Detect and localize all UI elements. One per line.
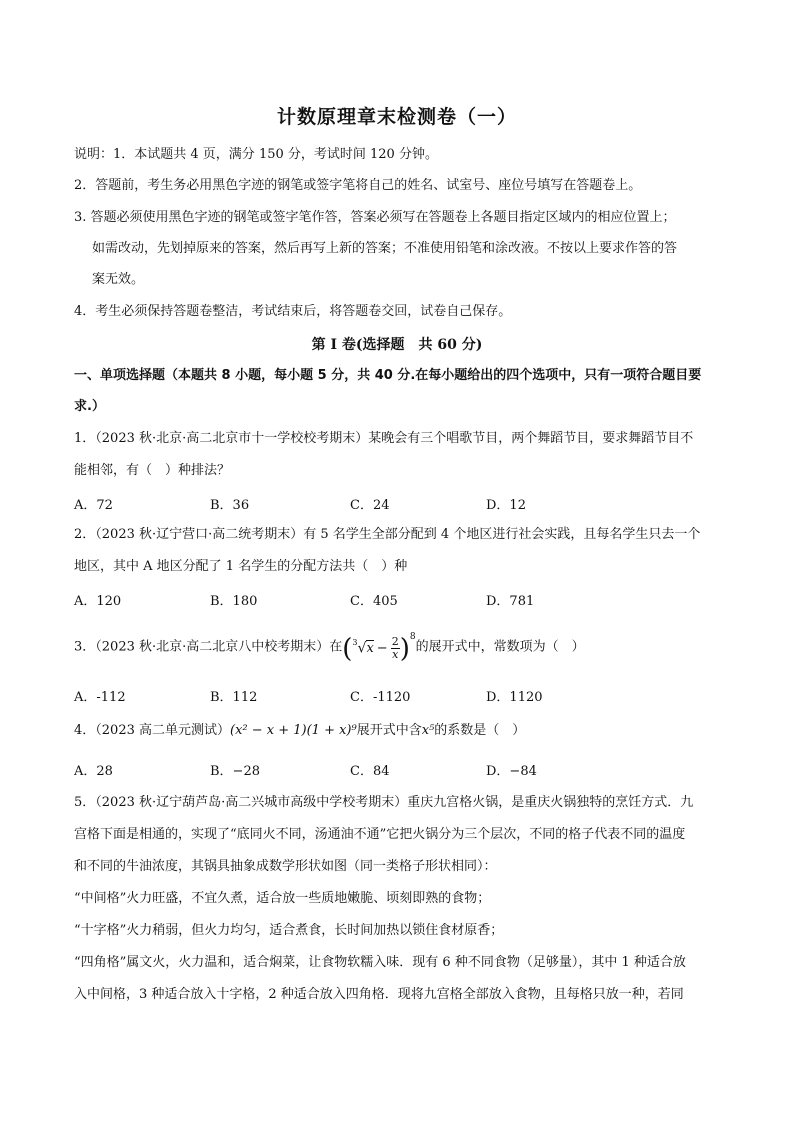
question-5-line-2: 宫格下面是相通的，实现了“底同火不同，汤通油不通”它把火锅分为三个层次，不同的格子代表不同的温度 [74,827,686,842]
question-5-line-6: “四角格”属文火，火力温和，适合焖菜，让食物软糯入味．现有 6 种不同食物（足够量），其中 1 种适合放 [74,955,686,970]
exponent: 8 [409,632,416,642]
question-4-term: x⁵ [421,723,435,738]
note-3-line-3: 案无效。 [92,272,145,287]
option-b[interactable]: B．112 [210,690,258,705]
option-b[interactable]: B．−28 [210,764,260,779]
root-index: 3 [352,638,358,647]
option-d[interactable]: D．−84 [486,764,537,779]
option-a[interactable]: A．28 [74,764,113,779]
question-4-suffix: 的系数是（ ） [434,723,526,738]
option-b[interactable]: B．180 [210,594,258,609]
question-1-line-1: 1．（2023 秋·北京·高二北京市十一学校校考期末）某晚会有三个唱歌节目，两个舞蹈节目，要求舞蹈节目不 [74,431,694,446]
option-c[interactable]: C．24 [350,498,390,513]
question-3-prefix: 3．（2023 秋·北京·高二北京八中校考期末）在 [74,639,343,655]
option-b[interactable]: B．36 [210,498,250,513]
question-3-line-1 [74,630,722,664]
question-4-line-1 [74,722,722,740]
part1-header-line-1: 一、单项选择题（本题共 8 小题，每小题 5 分，共 40 分.在每小题给出的四个选项中，只有一项符合题目要 [74,368,702,383]
question-5-line-3: 和不同的牛油浓度，其锅具抽象成数学形状如图（同一类格子形状相同）： [74,859,497,874]
fraction [391,636,400,661]
option-c[interactable]: C．-1120 [350,690,411,705]
radical-sign: √ [357,640,367,657]
question-4-prefix: 4．（2023 高二单元测试） [74,723,230,738]
question-1-line-2: 能相邻，有（ ）种排法？ [74,463,231,478]
question-5-line-4: “中间格”火力旺盛，不宜久煮，适合放一些质地嫩脆、顷刻即熟的食物； [74,891,491,906]
question-3-suffix: 的展开式中，常数项为（ ） [415,639,585,655]
note-4: 4．考生必须保持答题卷整洁，考试结束后，将答题卷交回，试卷自己保存。 [74,304,512,319]
note-3-line-1: 3. 答题必须使用黑色字迹的钢笔或签字笔作答，答案必须写在答题卷上各题目指定区域内的相应位置上； [74,210,676,225]
option-d[interactable]: D．12 [486,498,526,513]
binomial-expression: ($^3$√x − $\frac{2}{x}$ )$^8$ [342,632,416,664]
question-4-middle: 展开式中含 [356,723,422,738]
fraction-numerator: 2 [391,635,399,649]
option-a[interactable]: A．72 [74,498,113,513]
note-3-line-2: 如需改动，先划掉原来的答案，然后再写上新的答案；不准使用铅笔和涂改液。不按以上要求作答的答 [92,241,678,256]
part1-header-line-2: 求.） [74,399,105,414]
section-title: 第 I 卷(选择题 共 60 分) [311,337,483,353]
option-a[interactable]: A．120 [74,594,122,609]
question-4-expression: (x² − x + 1)(1 + x)⁹ [230,723,357,738]
question-5-line-1: 5．（2023 秋·辽宁葫芦岛·高二兴城市高级中学校考期末）重庆九宫格火锅，是重庆火锅独特的烹饪方式．九 [74,795,694,810]
question-2-line-1: 2．（2023 秋·辽宁营口·高二统考期末）有 5 名学生全部分配到 4 个地区进行社会实践，且每名学生只去一个 [74,527,701,542]
note-1: 说明：1．本试题共 4 页，满分 150 分，考试时间 120 分钟。 [74,147,438,162]
question-5-line-5: “十字格”火力稍弱，但火力均匀，适合煮食，长时间加热以锁住食材原香； [74,923,504,938]
fraction-denominator: x [392,648,399,662]
option-c[interactable]: C．84 [350,764,390,779]
question-2-line-2: 地区，其中 A 地区分配了 1 名学生的分配方法共（ ）种 [74,559,408,574]
option-d[interactable]: D．1120 [486,690,543,705]
page-title: 计数原理章末检测卷（一） [276,106,517,128]
note-2: 2．答题前，考生务必用黑色字迹的钢笔或签字笔将自己的姓名、试室号、座位号填写在答题卷上。 [74,178,642,193]
radicand: x [366,641,374,657]
question-5-line-7: 入中间格，3 种适合放入十字格，2 种适合放入四角格．现将九宫格全部放入食物，且每格只放一种，若同 [74,987,684,1002]
option-a[interactable]: A．-112 [74,690,126,705]
option-c[interactable]: C．405 [350,594,398,609]
option-d[interactable]: D．781 [486,594,535,609]
